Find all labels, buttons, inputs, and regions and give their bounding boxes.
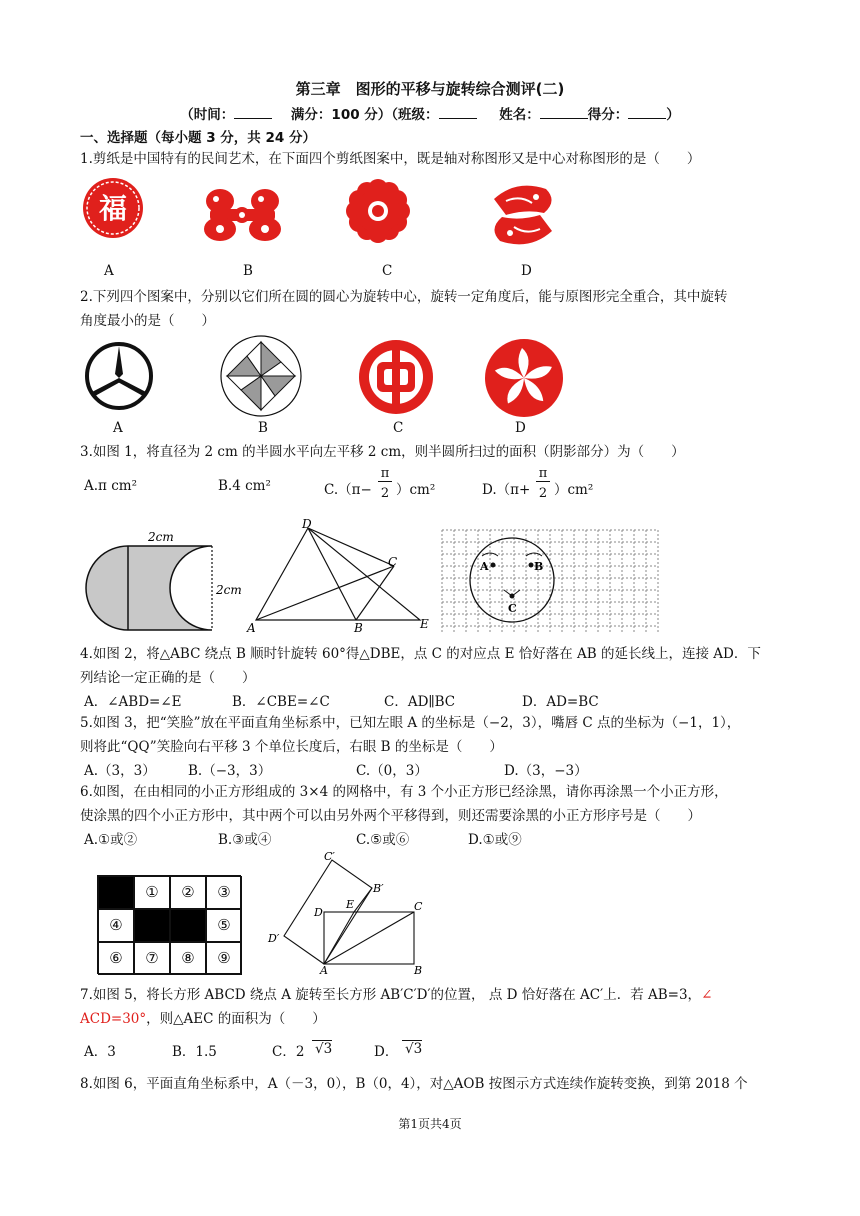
q4-option-c: C．AD∥BC: [384, 694, 456, 710]
q2-label-b: B: [258, 420, 268, 436]
q6-option-a: A.①或②: [84, 832, 138, 848]
fig2-point-e: E: [420, 617, 429, 631]
q6-line2: 使涂黑的四个小正方形中，其中两个可以由另外两个平移得到，则还需要涂黑的小正方形序号是（ ）: [80, 808, 701, 824]
grid-cell-8[interactable]: ⑧: [170, 942, 206, 975]
q6-options: [84, 828, 784, 852]
q2-figure-c: [357, 338, 435, 416]
q5-line1: 5.如图 3，把“笑脸”放在平面直角坐标系中，已知左眼 A 的坐标是（−2，3），嘴唇 C 点的坐标为（−1，1），: [80, 715, 741, 731]
q4-option-b: B．∠CBE=∠C: [232, 694, 330, 710]
q1-text: 1.剪纸是中国特有的民间艺术，在下面四个剪纸图案中，既是轴对称图形又是中心对称图形的是（ ）: [80, 151, 701, 167]
q7-option-c-sqrt: √3: [312, 1040, 332, 1057]
class-blank[interactable]: [439, 105, 477, 119]
q5-option-c: C.（0，3）: [356, 763, 428, 779]
grid-cell-6[interactable]: ⑥: [98, 942, 134, 975]
grid-cell-4[interactable]: ④: [98, 909, 134, 942]
q3-frac-den-d: 2: [538, 486, 548, 501]
grid-cell-2[interactable]: ②: [170, 876, 206, 909]
q7-option-d: D．: [374, 1044, 399, 1060]
q2-figure-d: [484, 338, 564, 418]
fig5-point-c: C: [414, 900, 423, 913]
fig2-point-d: D: [302, 517, 312, 531]
q2-figure-a: [83, 340, 155, 412]
q6-option-d: D.①或⑨: [468, 832, 522, 848]
score-label: 得分：: [587, 107, 629, 123]
time-blank[interactable]: [234, 105, 272, 119]
q6-grid: [97, 875, 241, 974]
grid-cell-black-3: [170, 909, 206, 942]
fig5-point-c-prime: C′: [324, 850, 335, 863]
q1-label-c: C: [382, 263, 393, 279]
q1-figure-d: [486, 179, 560, 251]
q3-text: 3.如图 1，将直径为 2 cm 的半圆水平向左平移 2 cm，则半圆所扫过的面积（阴影部分）为（ ）: [80, 444, 685, 460]
q4-line2: 列结论一定正确的是（ ）: [80, 670, 256, 686]
fig3-point-a: A: [480, 560, 489, 573]
fig1-side-label: 2cm: [216, 583, 242, 597]
q7-option-c: C．2: [272, 1044, 305, 1060]
fig2-point-b: B: [354, 621, 363, 634]
page-title: 第三章 图形的平移与旋转综合测评(二): [295, 80, 565, 98]
q5-option-d: D.（3，−3）: [504, 763, 588, 779]
exam-info-line: [0, 103, 860, 123]
q7-option-d-radicand: 3: [413, 1041, 423, 1057]
score-blank[interactable]: [628, 105, 666, 119]
q2-line1: 2.下列四个图案中，分别以它们所在圆的圆心为旋转中心，旋转一定角度后，能与原图形完全重合，其中旋转: [80, 289, 728, 305]
q6-option-c: C.⑤或⑥: [356, 832, 410, 848]
q3-frac-num-c: π: [378, 466, 392, 482]
grid-cell-9[interactable]: ⑨: [206, 942, 242, 975]
fig2-point-a: A: [247, 621, 256, 634]
q4-line1: 4.如图 2，将△ABC 绕点 B 顺时针旋转 60°得△DBE，点 C 的对应点 E 恰好落在 AB 的延长线上，连接 AD．下: [80, 646, 761, 662]
name-label: 姓名：: [499, 107, 540, 123]
q7-line1: [80, 983, 820, 1007]
close-paren: ）: [666, 107, 680, 123]
time-label: （时间：: [180, 107, 235, 123]
q7-option-a: A．3: [84, 1044, 116, 1060]
q3-option-c-suffix: ）cm²: [396, 482, 436, 498]
q3-option-c-prefix: C.（π−: [324, 482, 372, 498]
q3-option-d-prefix: D.（π+: [482, 482, 531, 498]
fig5-point-b-prime: B′: [373, 882, 384, 895]
figure-2: [244, 516, 434, 634]
fig5-point-e: E: [346, 898, 355, 911]
grid-cell-5[interactable]: ⑤: [206, 909, 242, 942]
q1-label-d: D: [521, 263, 532, 279]
q5-option-b: B.（−3，3）: [188, 763, 272, 779]
fig5-point-b: B: [414, 964, 423, 976]
q5-option-a: A.（3，3）: [84, 763, 156, 779]
q4-option-d: D．AD=BC: [522, 694, 599, 710]
q7-option-b: B．1.5: [172, 1044, 217, 1060]
q1-figure-b: [200, 183, 285, 245]
q2-figure-b: [219, 334, 303, 418]
grid-cell-1[interactable]: ①: [134, 876, 170, 909]
score-class-label: 满分：100 分）（班级：: [290, 107, 439, 123]
q7-line1-text: 7.如图 5，将长方形 ABCD 绕点 A 旋转至长方形 AB′C′D′的位置， 点 D 恰好落在 AC′上．若 AB=3，: [80, 987, 702, 1003]
grid-cell-black-1: [98, 876, 134, 909]
grid-cell-3[interactable]: ③: [206, 876, 242, 909]
q3-option-d-suffix: ）cm²: [554, 482, 594, 498]
q3-option-b: B.4 cm²: [218, 478, 271, 494]
q3-frac-num-d: π: [536, 466, 550, 482]
figure-1: [80, 526, 250, 638]
grid-cell-7[interactable]: ⑦: [134, 942, 170, 975]
q3-options: [84, 466, 684, 510]
q1-label-b: B: [243, 263, 253, 279]
q2-label-c: C: [393, 420, 404, 436]
q7-option-c-radicand: 3: [323, 1041, 333, 1057]
fig3-point-c: C: [508, 602, 517, 615]
q3-frac-den-c: 2: [380, 486, 390, 501]
q8-text: 8.如图 6，平面直角坐标系中，A（－3，0），B（0，4），对△AOB 按图示方式连续作旋转变换，到第 2018 个: [80, 1076, 748, 1092]
q2-label-a: A: [113, 420, 123, 436]
fig1-top-label: 2cm: [148, 530, 174, 544]
fig5-point-d-prime: D′: [268, 932, 280, 945]
q7-angle-symbol: ∠: [701, 987, 713, 1003]
q7-options: [84, 1040, 784, 1064]
grid-cell-black-2: [134, 909, 170, 942]
page-footer: 第1页共4页: [398, 1117, 462, 1131]
q6-line1: 6.如图，在由相同的小正方形组成的 3×4 的网格中，有 3 个小正方形已经涂黑，请你再涂黑一个小正方形，: [80, 784, 728, 800]
q2-line2: 角度最小的是（ ）: [80, 313, 215, 329]
q1-figure-a: [82, 177, 144, 239]
q5-line2: 则将此“QQ”笑脸向右平移 3 个单位长度后，右眼 B 的坐标是（ ）: [80, 739, 503, 755]
q2-label-d: D: [515, 420, 526, 436]
q6-option-b: B.③或④: [218, 832, 272, 848]
q7-line2-text: ，则△AEC 的面积为（ ）: [146, 1011, 326, 1027]
name-blank[interactable]: [540, 105, 588, 119]
q1-figure-c: [345, 178, 411, 244]
q4-option-a: A．∠ABD=∠E: [84, 694, 182, 710]
section-heading: 一、选择题（每小题 3 分，共 24 分）: [80, 130, 316, 146]
q1-label-a: A: [104, 263, 114, 279]
q7-line2: [80, 1007, 820, 1031]
figure-3: [440, 528, 662, 636]
q7-option-d-sqrt: √3: [402, 1040, 422, 1057]
q7-angle-value: ACD=30°: [80, 1011, 147, 1027]
fig3-point-b: B: [534, 560, 544, 573]
q3-option-a: A.π cm²: [84, 478, 137, 494]
fig5-point-d: D: [314, 906, 323, 919]
figure-5: [262, 848, 432, 976]
fu-character: 福: [98, 192, 128, 225]
fig2-point-c: C: [388, 555, 398, 569]
fig5-point-a: A: [320, 964, 328, 976]
